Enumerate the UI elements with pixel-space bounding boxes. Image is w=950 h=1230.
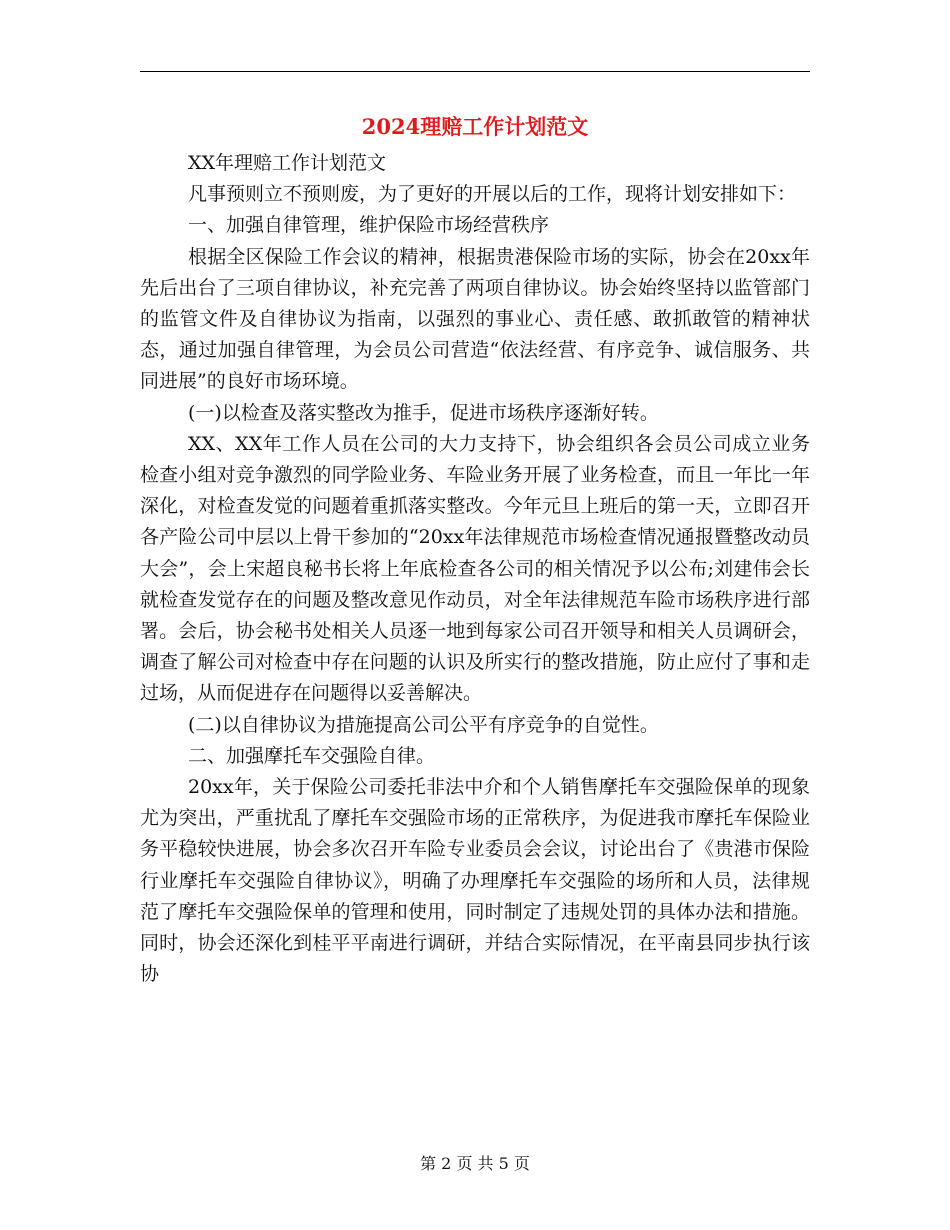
paragraph-subsection-1: XX、XX年工作人员在公司的大力支持下，协会组织各会员公司成立业务检查小组对竞争激烈的同学险业务、车险业务开展了业务检查，而且一年比一年深化，对检查发觉的问题着重抓落实整改。今年元旦上班后的第一天，立即召开各产险公司中层以上骨干参加的“20xx年法律规范市场检查情况通报暨整改动员大会”，会上宋超良秘书长将上年底检查各公司的相关情况予以公布;刘建伟会长就检查发觉存在的问题及整改意见作动员，对全年法律规范车险市场秩序进行部署。会后，协会秘书处相关人员逐一地到每家公司召开领导和相关人员调研会，调查了解公司对检查中存在问题的认识及所实行的整改措施，防止应付了事和走过场，从而促进存在问题得以妥善解决。 (140, 432, 810, 705)
heading-subsection-1: (一)以检查及落实整改为推手，促进市场秩序逐渐好转。 (188, 401, 659, 424)
document-title: 2024理赔工作计划范文 (361, 114, 589, 139)
paragraph-intro: 凡事预则立不预则废，为了更好的开展以后的工作，现将计划安排如下： (188, 183, 797, 206)
heading-section-1: 一、加强自律管理，维护保险市场经营秩序 (188, 214, 550, 237)
document-body (140, 148, 810, 990)
heading-section-2: 二、加强摩托车交强险自律。 (188, 744, 436, 767)
header-rule (140, 71, 810, 72)
paragraph-section-1: 根据全区保险工作会议的精神，根据贵港保险市场的实际，协会在20xx年先后出台了三项自律协议，补充完善了两项自律协议。协会始终坚持以监管部门的监管文件及自律协议为指南，以强烈的事业心、责任感、敢抓敢管的精神状态，通过加强自律管理，为会员公司营造“依法经营、有序竞争、诚信服务、共同进展”的良好市场环境。 (140, 245, 810, 393)
paragraph-subtitle: XX年理赔工作计划范文 (188, 152, 387, 174)
page-footer: 第 2 页 共 5 页 (420, 1154, 530, 1173)
paragraph-section-2: 20xx年，关于保险公司委托非法中介和个人销售摩托车交强险保单的现象尤为突出，严重扰乱了摩托车交强险市场的正常秩序，为促进我市摩托车保险业务平稳较快进展，协会多次召开车险专业委员会会议，讨论出台了《贵港市保险行业摩托车交强险自律协议》，明确了办理摩托车交强险的场所和人员，法律规范了摩托车交强险保单的管理和使用，同时制定了违规处罚的具体办法和措施。同时，协会还深化到桂平平南进行调研，并结合实际情况，在平南县同步执行该协 (140, 776, 810, 986)
heading-subsection-2: (二)以自律协议为措施提高公司公平有序竞争的自觉性。 (188, 713, 659, 736)
